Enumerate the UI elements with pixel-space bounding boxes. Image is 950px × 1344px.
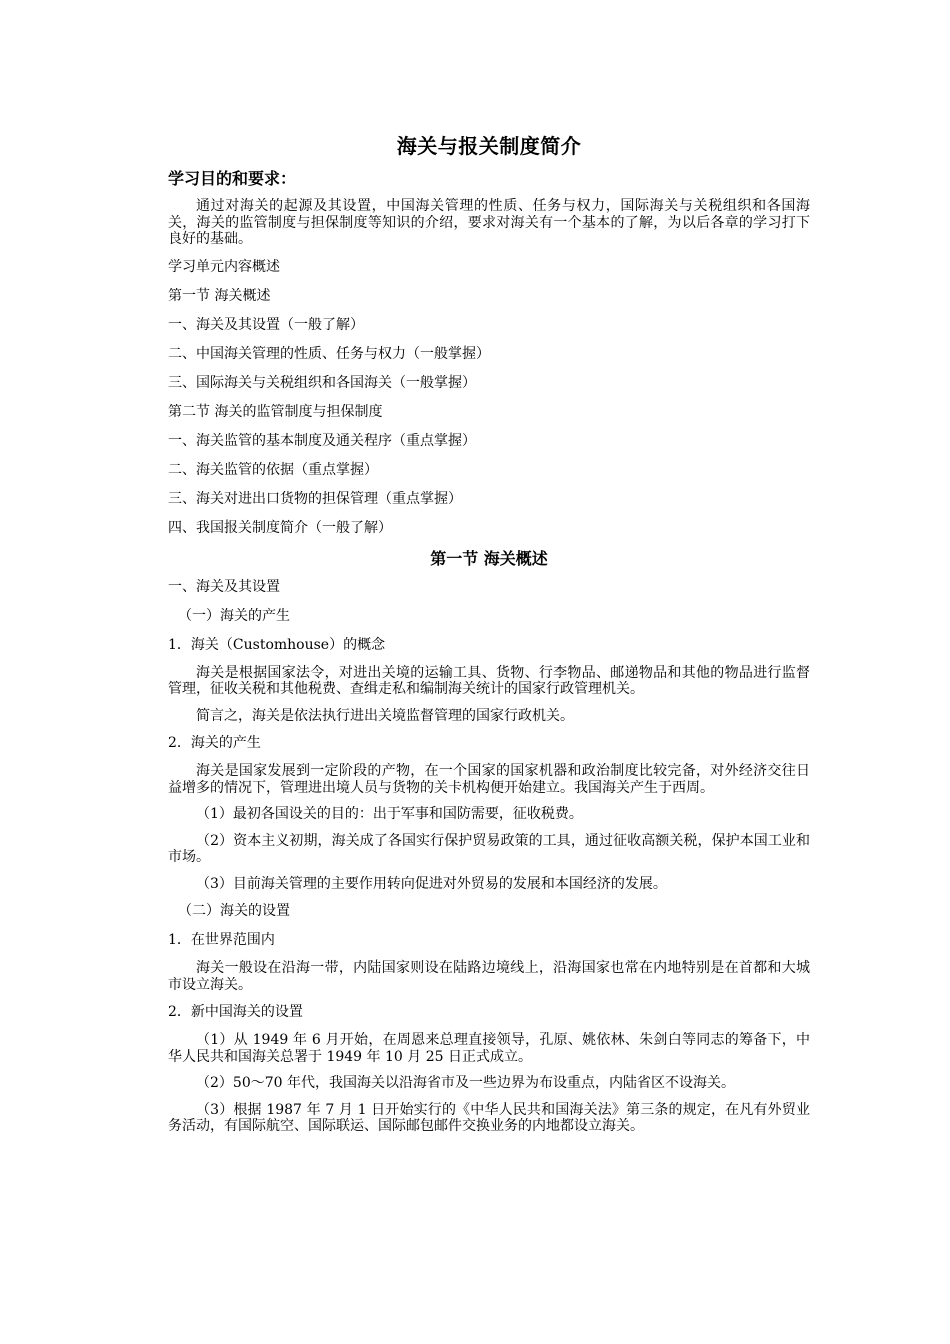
worldwide-setup-paragraph: 海关一般设在沿海一带，内陆国家则设在陆路边境线上，沿海国家也常在内地特别是在首都和大城市设立海关。	[168, 960, 810, 993]
origin-point-3: （3）目前海关管理的主要作用转向促进对外贸易的发展和本国经济的发展。	[196, 875, 667, 892]
item-title: 2．海关的产生	[168, 735, 261, 751]
outline-item: 一、海关监管的基本制度及通关程序（重点掌握）	[168, 432, 476, 449]
section-heading: 第一节 海关概述	[430, 548, 548, 568]
part-title: 一、海关及其设置	[168, 578, 280, 595]
outline-item: 二、中国海关管理的性质、任务与权力（一般掌握）	[168, 345, 490, 362]
customs-origin-paragraph: 海关是国家发展到一定阶段的产物，在一个国家的国家机器和政治制度比较完备，对外经济交往日益增多的情况下，管理进出境人员与货物的关卡机构便开始建立。我国海关产生于西周。	[168, 763, 810, 796]
document-title: 海关与报关制度简介	[396, 134, 582, 158]
objectives-paragraph: 通过对海关的起源及其设置，中国海关管理的性质、任务与权力，国际海关与关税组织和各国海关，海关的监管制度与担保制度等知识的介绍，要求对海关有一个基本的了解，为以后各章的学习打下良好的基础。	[168, 198, 810, 247]
item-title: 1．在世界范围内	[168, 932, 275, 948]
origin-point-1: （1）最初各国设关的目的：出于军事和国防需要，征收税费。	[196, 806, 583, 822]
customs-summary-paragraph: 简言之，海关是依法执行进出关境监督管理的国家行政机关。	[196, 707, 574, 724]
objectives-heading: 学习目的和要求：	[168, 169, 297, 188]
outline-item: 学习单元内容概述	[168, 258, 280, 275]
subsection-title: （二）海关的设置	[178, 903, 290, 919]
outline-item: 三、国际海关与关税组织和各国海关（一般掌握）	[168, 374, 476, 391]
subsection-title: （一）海关的产生	[178, 607, 290, 624]
document-body	[168, 132, 810, 1145]
outline-item: 一、海关及其设置（一般了解）	[168, 316, 364, 333]
origin-point-2: （2）资本主义初期，海关成了各国实行保护贸易政策的工具，通过征收高额关税，保护本国工业和市场。	[168, 832, 810, 865]
outline-item: 第二节 海关的监管制度与担保制度	[168, 403, 383, 420]
outline-item: 第一节 海关概述	[168, 287, 271, 304]
item-title: 1．海关（Customhouse）的概念	[168, 636, 386, 653]
china-setup-point-1: （1）从 1949 年 6 月开始，在周恩来总理直接领导，孔原、姚依林、朱剑白等同志的筹备下，中华人民共和国海关总署于 1949 年 10 月 25 日正式成立。	[168, 1032, 810, 1065]
china-setup-point-3: （3）根据 1987 年 7 月 1 日开始实行的《中华人民共和国海关法》第三条的规定，在凡有外贸业务活动，有国际航空、国际联运、国际邮包邮件交换业务的内地都设立海关。	[168, 1101, 810, 1134]
customs-definition-paragraph: 海关是根据国家法令，对进出关境的运输工具、货物、行李物品、邮递物品和其他的物品进行监督管理，征收关税和其他税费、查缉走私和编制海关统计的国家行政管理机关。	[168, 664, 810, 697]
outline-item: 三、海关对进出口货物的担保管理（重点掌握）	[168, 490, 462, 507]
outline-item: 二、海关监管的依据（重点掌握）	[168, 461, 378, 478]
outline-item: 四、我国报关制度简介（一般了解）	[168, 519, 392, 536]
china-setup-point-2: （2）50～70 年代，我国海关以沿海省市及一些边界为布设重点，内陆省区不设海关。	[196, 1075, 735, 1091]
item-title: 2．新中国海关的设置	[168, 1004, 303, 1020]
